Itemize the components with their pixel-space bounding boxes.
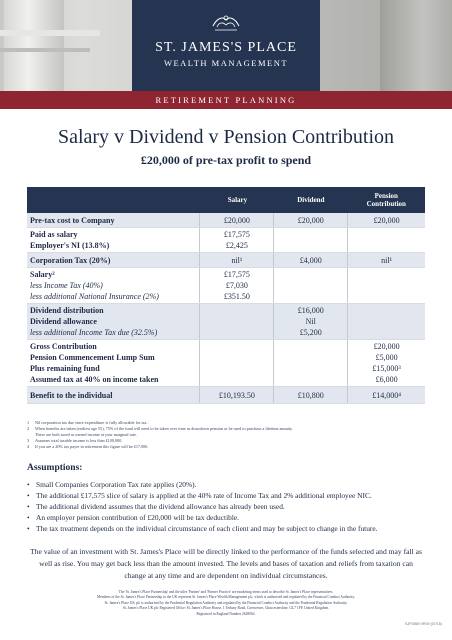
assumption-item — [27, 501, 427, 512]
table-row — [27, 304, 425, 340]
page-subtitle: £20,000 of pre-tax profit to spend — [140, 153, 312, 167]
row-label-line: Salary² — [30, 270, 55, 279]
table-row — [27, 268, 425, 304]
cell-value: £17,575 — [223, 270, 250, 279]
assumption-text: Small Companies Corporation Tax rate applies (20%). — [36, 480, 197, 489]
footnote-number: 4 — [27, 444, 30, 449]
section-band: RETIREMENT PLANNING — [0, 91, 452, 109]
cell-dividend — [273, 340, 347, 386]
cell-value: £20,000 — [373, 215, 400, 225]
row-label — [27, 340, 199, 386]
cell-salary — [199, 304, 273, 339]
legal-text — [20, 590, 432, 617]
crest-icon — [209, 12, 243, 34]
row-label-line: Dividend allowance — [30, 317, 97, 326]
header-pension-line-1: Pension — [374, 192, 398, 200]
cell-pension — [347, 253, 425, 267]
stone-pillar-right — [380, 0, 452, 100]
stone-ledge-lower — [0, 48, 90, 52]
cell-value: £20,000 — [373, 342, 400, 351]
cell-dividend — [273, 387, 347, 403]
assumption-item — [27, 490, 427, 501]
cell-value: £20,000 — [223, 215, 250, 225]
cell-value: £4,000 — [299, 255, 322, 265]
page-title: Salary v Dividend v Pension Contribution — [57, 126, 395, 148]
legal-line: The 'St. James's Place Partnership' and the titles 'Partner' and 'Partner Practice' are marketing terms used to describe St. James's Place representatives. — [118, 590, 334, 594]
header-pension — [348, 192, 425, 208]
footnote-text: If you are a 20% tax payer in retirement this figure will be £17,000. — [35, 444, 149, 449]
cell-pension — [347, 228, 425, 252]
document-code: SJP2869 VR09 (07/16) — [405, 622, 442, 626]
cell-salary — [199, 268, 273, 303]
cell-value: £14,000⁴ — [372, 390, 401, 400]
row-label — [27, 213, 199, 227]
cell-value: £16,000 — [297, 306, 324, 315]
cell-dividend — [273, 304, 347, 339]
cell-salary — [199, 228, 273, 252]
cell-pension — [347, 213, 425, 227]
assumption-item — [27, 479, 427, 490]
cell-value: £6,000 — [375, 375, 398, 384]
footnotes — [27, 420, 427, 450]
legal-line: Registered in England Number 2628062. — [196, 611, 256, 616]
table-row — [27, 387, 425, 404]
cell-value: £5,000 — [375, 353, 398, 362]
footnote-text: When benefits are taken (earliest age 55), 75% of the fund will need to be taken over time as drawdown pension or be used to purchase a lifetime annuity. — [35, 426, 293, 431]
cell-value: £15,000³ — [372, 364, 401, 373]
assumption-text: The additional £17,575 slice of salary is applied at the 40% rate of Income Tax and 2% additional employee NIC. — [36, 491, 372, 500]
bullet-icon: • — [27, 480, 30, 489]
cell-value: £7,030 — [225, 281, 248, 290]
cell-salary — [199, 213, 273, 227]
cell-pension — [347, 304, 425, 339]
header-salary: Salary — [227, 196, 248, 204]
cell-value: nil¹ — [231, 255, 243, 265]
cell-dividend — [273, 253, 347, 267]
comparison-table — [27, 187, 425, 404]
assumption-text: The additional dividend assumes that the dividend allowance has already been used. — [36, 502, 285, 511]
row-label — [27, 228, 199, 252]
cell-value: £2,425 — [225, 241, 248, 250]
legal-line: St. James's Place UK plc Registered Office: St. James's Place House, 1 Tetbury Road, Cirencester, Gloucestershire, GL7 1FP, United Kingdom. — [122, 606, 330, 611]
footnote-text: Assumes total taxable income is less than £100,000. — [35, 438, 123, 443]
table-row — [27, 340, 425, 387]
cell-value: £17,575 — [223, 230, 250, 239]
bullet-icon: • — [27, 513, 30, 522]
cell-pension — [347, 387, 425, 403]
cell-dividend — [273, 268, 347, 303]
assumptions-list — [27, 479, 427, 534]
cell-salary — [199, 253, 273, 267]
row-label-line: Plus remaining fund — [30, 364, 100, 373]
legal-line: St. James's Place UK plc is authorised by the Prudential Regulation Authority and regulated by the Financial Conduct Authority and the Prudential Regulation Authority. — [104, 600, 348, 605]
brand-subtitle: WEALTH MANAGEMENT — [163, 58, 289, 68]
header-pension-line-2: Contribution — [366, 200, 406, 208]
row-label-line: Paid as salary — [30, 230, 78, 239]
cell-value: £20,000 — [297, 215, 324, 225]
assumption-text: The tax treatment depends on the individual circumstance of each client and may be subject to change in the future. — [36, 524, 378, 533]
table-header — [27, 187, 425, 213]
assumption-text: An employer pension contribution of £20,000 will be tax deductible. — [36, 513, 239, 522]
cell-value: £5,200 — [299, 328, 322, 337]
footnote-number: 2 — [27, 426, 30, 431]
header-image — [0, 0, 452, 100]
row-label-line: less additional Income Tax due (32.5%) — [30, 328, 158, 337]
table-row — [27, 213, 425, 228]
bullet-icon: • — [27, 491, 30, 500]
row-label-line: Gross Contribution — [30, 342, 97, 351]
cell-value: £10,800 — [297, 390, 324, 400]
bullet-icon: • — [27, 502, 30, 511]
row-label-line: Assumed tax at 40% on income taken — [30, 375, 159, 384]
row-label — [27, 268, 199, 303]
table-row — [27, 228, 425, 253]
table-body — [27, 213, 425, 404]
row-label-line: less additional National Insurance (2%) — [30, 292, 159, 301]
cell-value: nil¹ — [381, 255, 393, 265]
stone-ledge — [0, 30, 100, 36]
cell-pension — [347, 340, 425, 386]
row-label-line: Pension Commencement Lump Sum — [30, 353, 155, 362]
cell-dividend — [273, 213, 347, 227]
cell-value: £10,193.50 — [218, 390, 255, 400]
table-row — [27, 253, 425, 268]
cell-value: £351.50 — [223, 292, 250, 301]
row-label — [27, 253, 199, 267]
assumption-item — [27, 523, 427, 534]
brand-panel — [132, 0, 320, 100]
header-dividend: Dividend — [297, 196, 325, 204]
footnote-text: These are both taxed as earned income at your marginal rate. — [35, 432, 137, 437]
row-label-line: Corporation Tax (20%) — [30, 255, 111, 265]
brand-name: ST. JAMES'S PLACE — [155, 40, 297, 55]
row-label-line: Benefit to the individual — [30, 390, 113, 400]
assumptions-title: Assumptions: — [27, 463, 83, 473]
footnote-text: Nil corporation tax due since expenditure is fully allowable for tax. — [35, 420, 148, 425]
legal-line: Members of the St. James's Place Partnership in the UK represent St. James's Place Wealth Management plc, which is authorised and regulated by the Financial Conduct Authority. — [97, 595, 355, 600]
row-label — [27, 304, 199, 339]
footnote — [27, 444, 427, 450]
bullet-icon: • — [27, 524, 30, 533]
row-label-line: Dividend distribution — [30, 306, 104, 315]
row-label-line: Pre-tax cost to Company — [30, 215, 115, 225]
footnote-number: 1 — [27, 420, 30, 425]
row-label-line: less Income Tax (40%) — [30, 281, 103, 290]
cell-pension — [347, 268, 425, 303]
cell-salary — [199, 387, 273, 403]
cell-dividend — [273, 228, 347, 252]
cell-value: Nil — [305, 317, 316, 326]
risk-warning: The value of an investment with St. James's Place will be directly linked to the performance of the funds selected and may fall as well as rise. You may get back less than the amount invested. The levels and bases of taxation and reliefs from taxation can change at any time and are dependent on individual circumstances. — [30, 547, 422, 580]
footnote-number: 3 — [27, 438, 30, 443]
row-label — [27, 387, 199, 403]
assumption-item — [27, 512, 427, 523]
row-label-line: Employer's NI (13.8%) — [30, 241, 110, 250]
cell-salary — [199, 340, 273, 386]
